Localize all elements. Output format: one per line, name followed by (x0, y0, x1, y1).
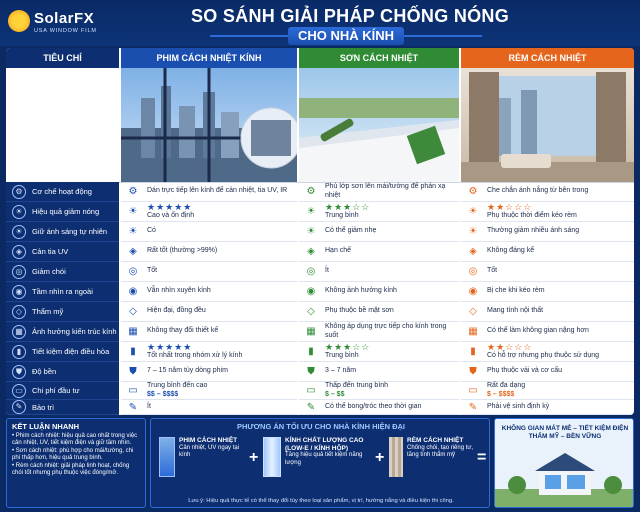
curtain-text: Mang tính nội thất (487, 307, 544, 315)
rating-stars: ★★★☆☆ (325, 342, 371, 352)
film-cell (121, 302, 297, 322)
film-cell (121, 182, 297, 202)
film-cell (121, 242, 297, 262)
criteria-row (6, 242, 119, 262)
film-chart-icon: ▮ (130, 346, 136, 357)
film-text: Hiện đại, đồng đều (147, 307, 206, 315)
conclusion-item: • Phim cách nhiệt: hiệu quả cao nhất trong việc cản nhiệt, UV, tiết kiệm điện và giữ tầm nhìn. (12, 432, 138, 446)
curtain-diamond-icon: ◇ (469, 306, 477, 317)
plus-sign: + (375, 449, 385, 466)
film-cell (121, 400, 297, 415)
col-header-curtain: RÈM CÁCH NHIỆT (461, 48, 634, 68)
criteria-label: Chi phí đầu tư (32, 386, 80, 395)
shield-icon: ⛊ (12, 365, 26, 379)
rating-stars: ★★★★★ (147, 342, 193, 352)
uv-shield-icon: ◈ (12, 245, 26, 259)
curtain-text: Thường giảm nhiều ánh sáng (487, 227, 580, 235)
paint-money-icon: ▭ (306, 385, 316, 396)
paint-cell (299, 362, 459, 382)
brand-name: SolarFX (34, 10, 95, 27)
conclusion-item: • Rèm cách nhiệt: giải pháp linh hoạt, chống chói tốt nhưng phụ thuộc việc đóng/mở. (12, 462, 130, 476)
criteria-row (6, 262, 119, 282)
paint-text: Có thể bong/tróc theo thời gian (325, 402, 422, 410)
film-cell (121, 382, 297, 400)
tools-icon: ✎ (12, 400, 26, 414)
film-text: Không thay đổi thiết kế (147, 327, 219, 335)
film-building-icon: ▦ (128, 326, 138, 337)
paint-roof-image (299, 68, 459, 182)
title-divider-right (404, 35, 482, 37)
chart-icon: ▮ (12, 345, 26, 359)
criteria-row (6, 282, 119, 302)
paint-cell (299, 202, 459, 222)
curtain-cell (461, 222, 634, 242)
film-tools-icon: ✎ (128, 401, 138, 413)
criteria-row (6, 342, 119, 362)
header (0, 0, 640, 46)
footer (6, 418, 634, 508)
curtain-tools-icon: ✎ (468, 401, 478, 413)
paint-cell (299, 242, 459, 262)
sun-logo-icon (8, 10, 30, 32)
paint-cell (299, 262, 459, 282)
criteria-row (6, 222, 119, 242)
col-header-criteria: TIÊU CHÍ (6, 48, 119, 68)
paint-diamond-icon: ◇ (307, 306, 315, 317)
result-text: KHÔNG GIAN MÁT MẺ – TIẾT KIỆM ĐIỆN THẨM MỸ – BỀN VỮNG (501, 425, 629, 440)
film-cell (121, 222, 297, 242)
film-uv-shield-icon: ◈ (129, 246, 137, 257)
curtain-cell (461, 382, 634, 400)
title-divider-left (210, 35, 288, 37)
paint-cell (299, 302, 459, 322)
film-icon (159, 437, 175, 477)
criteria-label: Ảnh hưởng kiến trúc kính (32, 327, 117, 336)
criteria-label: Tầm nhìn ra ngoài (32, 287, 93, 296)
curtain-cell (461, 400, 634, 415)
paint-gear-icon: ⚙ (306, 186, 316, 197)
criteria-row (6, 322, 119, 342)
curtain-text: Tốt (487, 267, 498, 275)
film-glasses-icon: ◎ (128, 266, 138, 277)
criteria-row (6, 362, 119, 382)
curtain-text: Phụ thuộc thời điểm kéo rèm (487, 211, 577, 219)
paint-cell (299, 400, 459, 415)
plus-sign: + (249, 449, 259, 466)
film-text: Có (147, 227, 156, 235)
criteria-label: Bảo trì (32, 402, 55, 412)
film-cell (121, 322, 297, 342)
curtain-cell (461, 342, 634, 362)
paint-shield-icon: ⛊ (307, 366, 315, 377)
paint-text: Ít (325, 267, 329, 275)
curtain-cell (461, 302, 634, 322)
film-eye-icon: ◉ (128, 286, 138, 297)
film-cell (121, 262, 297, 282)
paint-cell (299, 342, 459, 362)
curtain-text: Che chắn ánh nắng từ bên trong (487, 187, 589, 195)
criteria-row (6, 382, 119, 400)
film-text: Tốt (147, 267, 158, 275)
optimal-note: Lưu ý: Hiệu quả thực tế có thể thay đổi tùy theo loại sản phẩm, vị trí, hướng nắng và điều kiện thi công. (188, 498, 454, 504)
criteria-label: Giảm chói (32, 267, 66, 276)
paint-text: Có thể giảm nhẹ (325, 227, 377, 235)
optimal-item-name: KÍNH CHẤT LƯỢNG CAO (LOW-E / KÍNH HỘP) (285, 437, 364, 452)
rating-stars: ★★☆☆☆ (487, 342, 533, 352)
curtain-text: Có hỗ trợ nhưng phụ thuộc sử dụng (487, 351, 600, 359)
film-text: Ít (147, 402, 151, 410)
film-text: Tốt nhất trong nhóm xử lý kính (147, 351, 243, 359)
criteria-label: Giữ ánh sáng tự nhiên (32, 227, 108, 236)
equals-sign: = (477, 449, 487, 466)
curtain-glasses-icon: ◎ (468, 266, 478, 277)
paint-text: Thấp đến trung bình (325, 382, 389, 389)
paint-text: Phụ thuộc bề mặt sơn (325, 307, 394, 315)
diamond-icon: ◇ (12, 305, 26, 319)
film-text: Trung bình đến cao (147, 382, 208, 389)
brand-sub: USA WINDOW FILM (34, 28, 97, 34)
curtain-room-image (461, 68, 634, 182)
col-header-film: PHIM CÁCH NHIỆT KÍNH (121, 48, 297, 68)
film-money-icon: ▭ (128, 385, 138, 396)
rating-stars: ★★★★★ (147, 202, 193, 212)
paint-building-icon: ▦ (306, 326, 316, 337)
result-panel (494, 418, 634, 508)
optimal-item-name: RÈM CÁCH NHIỆT (407, 437, 464, 444)
paint-cell (299, 182, 459, 202)
optimal-item-desc: Cản nhiệt, UV ngay tại kính (179, 444, 240, 458)
film-text: Cao và ổn định (147, 211, 195, 219)
paint-text: Trung bình (325, 351, 359, 359)
film-window-image (121, 68, 297, 182)
building-icon: ▦ (12, 325, 26, 339)
money-icon: ▭ (12, 384, 26, 398)
criteria-row (6, 202, 119, 222)
paint-cell (299, 322, 459, 342)
film-cell (121, 362, 297, 382)
film-sun-icon: ☀ (128, 206, 138, 217)
curtain-text: Bị che khi kéo rèm (487, 287, 545, 295)
roof-paint-illustration (299, 68, 459, 182)
criteria-label: Độ bền (32, 367, 57, 376)
film-text: 7 – 15 năm tùy dòng phim (147, 367, 228, 375)
film-sun-icon: ☀ (128, 226, 138, 237)
optimal-item-name: PHIM CÁCH NHIỆT (179, 437, 238, 444)
paint-text: Không ảnh hưởng kính (325, 287, 397, 295)
paint-sun-icon: ☀ (306, 206, 316, 217)
criteria-row (6, 182, 119, 202)
paint-text: 3 – 7 năm (325, 367, 357, 375)
paint-cell (299, 222, 459, 242)
optimal-item-glass (263, 437, 373, 489)
curtain-cell (461, 322, 634, 342)
curtain-cell (461, 262, 634, 282)
film-text: Rất tốt (thường >99%) (147, 247, 218, 255)
conclusion-panel (6, 418, 146, 508)
rating-stars: ★★★☆☆ (325, 202, 371, 212)
curtain-cell (461, 182, 634, 202)
optimal-item-desc: Chống chói, tạo riêng tư, tăng tính thẩm mỹ (407, 444, 474, 458)
curtain-text: Không đáng kể (487, 247, 535, 255)
criteria-row (6, 302, 119, 322)
paint-text: Phủ lớp sơn lên mái/tường để phản xạ nhiệt (325, 183, 446, 199)
curtain-room-illustration (461, 68, 634, 182)
film-text: Vẫn nhìn xuyên kính (147, 287, 211, 295)
curtain-text: Phụ thuộc vải và cơ cấu (487, 367, 563, 375)
curtain-cell (461, 362, 634, 382)
criteria-label: Thẩm mỹ (32, 307, 64, 316)
glass-icon (263, 437, 281, 477)
optimal-solution-panel (150, 418, 490, 508)
page-subtitle: CHO NHÀ KÍNH (288, 27, 404, 45)
curtain-chart-icon: ▮ (470, 346, 476, 357)
sun-icon: ☀ (12, 225, 26, 239)
cost-level: $ – $$ (325, 390, 345, 398)
curtain-sun-icon: ☀ (468, 226, 478, 237)
criteria-label: Tiết kiệm điện điều hòa (32, 347, 110, 356)
paint-cell (299, 382, 459, 400)
paint-uv-shield-icon: ◈ (307, 246, 315, 257)
brand-logo (8, 8, 128, 38)
curtain-money-icon: ▭ (468, 385, 478, 396)
house-icon (495, 419, 634, 508)
curtain-text: Rất đa dạng (487, 382, 526, 389)
curtain-shield-icon: ⛊ (469, 366, 477, 377)
curtain-text: Có thể làm không gian nặng hơn (487, 327, 589, 335)
eye-icon: ◉ (12, 285, 26, 299)
curtain-sun-icon: ☀ (468, 206, 478, 217)
curtain-icon (389, 437, 403, 477)
curtain-uv-shield-icon: ◈ (469, 246, 477, 257)
film-gear-icon: ⚙ (128, 186, 138, 197)
criteria-label: Cơ chế hoạt động (32, 187, 92, 196)
curtain-cell (461, 202, 634, 222)
col-header-paint: SƠN CÁCH NHIỆT (299, 48, 459, 68)
paint-eye-icon: ◉ (306, 286, 316, 297)
paint-text: Không áp dụng trực tiếp cho kính trong suốt (325, 323, 447, 339)
paint-glasses-icon: ◎ (306, 266, 316, 277)
city-window-illustration (121, 68, 297, 182)
gear-icon: ⚙ (12, 185, 26, 199)
optimal-item-curtain (389, 437, 475, 489)
paint-text: Hạn chế (325, 247, 352, 255)
conclusion-item: • Sơn cách nhiệt: phù hợp cho mái/tường, chi phí thấp hơn, hiệu quả trung bình. (12, 447, 134, 461)
paint-text: Trung bình (325, 211, 359, 219)
criteria-row (6, 400, 119, 415)
cost-level: $$ – $$$$ (147, 390, 179, 398)
optimal-item-desc: Tăng hiệu quả tiết kiệm năng lượng (285, 452, 363, 466)
page-title: SO SÁNH GIẢI PHÁP CHỐNG NÓNG (190, 6, 510, 26)
curtain-text: Phải vệ sinh định kỳ (487, 402, 550, 410)
paint-sun-icon: ☀ (306, 226, 316, 237)
comparison-table (6, 48, 634, 415)
film-cell (121, 202, 297, 222)
curtain-eye-icon: ◉ (468, 286, 478, 297)
sun-icon: ☀ (12, 205, 26, 219)
criteria-label: Hiệu quả giảm nóng (32, 207, 100, 216)
curtain-gear-icon: ⚙ (468, 186, 478, 197)
rating-stars: ★★☆☆☆ (487, 202, 533, 212)
paint-chart-icon: ▮ (308, 346, 314, 357)
curtain-cell (461, 282, 634, 302)
film-cell (121, 282, 297, 302)
optimal-title: PHƯƠNG ÁN TỐI ƯU CHO NHÀ KÍNH HIỆN ĐẠI (236, 422, 405, 431)
film-text: Dán trực tiếp lên kính để cản nhiệt, tia UV, IR (147, 187, 288, 195)
paint-cell (299, 282, 459, 302)
glasses-icon: ◎ (12, 265, 26, 279)
paint-tools-icon: ✎ (306, 401, 316, 413)
cost-level: $ – $$$$ (487, 390, 515, 398)
curtain-cell (461, 242, 634, 262)
film-cell (121, 342, 297, 362)
film-diamond-icon: ◇ (129, 306, 137, 317)
optimal-item-film (159, 437, 247, 489)
criteria-label: Cản tia UV (32, 247, 69, 256)
film-shield-icon: ⛊ (129, 366, 137, 377)
conclusion-title: KẾT LUẬN NHANH (12, 422, 80, 431)
curtain-building-icon: ▦ (468, 326, 478, 337)
